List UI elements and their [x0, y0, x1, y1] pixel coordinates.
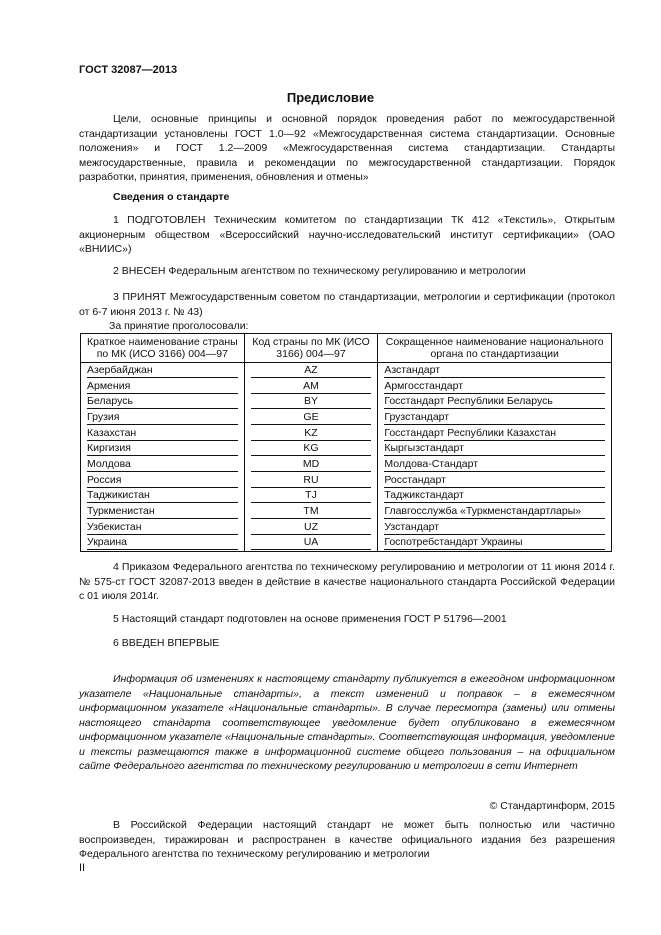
- cell-standards-body-text: Главгосслужба «Туркменстандартлары»: [384, 505, 605, 519]
- document-code: ГОСТ 32087—2013: [79, 64, 178, 76]
- cell-country-name: [81, 410, 245, 426]
- cell-country-name-text: Азербайджан: [87, 364, 238, 378]
- table-header-row: [81, 334, 612, 363]
- table-row: [81, 426, 612, 442]
- page-number: II: [79, 862, 86, 874]
- cell-country-code: [244, 441, 378, 457]
- item-1-paragraph: 1 ПОДГОТОВЛЕН Техническим комитетом по стандартизации ТК 412 «Текстиль», Открытым акционерным обществом «Всероссийский научно-исследовательский институт сертификации» (ОАО «ВНИИС»): [79, 214, 615, 255]
- cell-standards-body: [378, 426, 612, 442]
- rights-paragraph: В Российской Федерации настоящий стандарт не может быть полностью или частично воспроизведен, тиражирован и распространен в качестве официального издания без разрешения Федерального агентства по техническому регулированию и метрологии: [79, 819, 615, 860]
- cell-standards-body-text: Госстандарт Республики Беларусь: [384, 395, 605, 409]
- page-title: Предисловие: [286, 90, 375, 105]
- cell-country-name: [81, 536, 245, 552]
- intro-paragraph: Цели, основные принципы и основной порядок проведения работ по межгосударственной стандартизации установлены ГОСТ 1.0—92 «Межгосударственная система стандартизации. Основные положения» и ГОСТ 1.2—2009 «Межгосударственная система стандартизации. Стандарты межгосударственные, правила и рекомендации по межгосударственной стандартизации. Порядок разработки, принятия, применения, обновления и отмены»: [79, 113, 615, 183]
- cell-standards-body-text: Госпотребстандарт Украины: [384, 536, 605, 550]
- cell-country-code: [244, 520, 378, 536]
- cell-country-name: [81, 457, 245, 473]
- table-row: [81, 504, 612, 520]
- cell-country-code-text: TM: [251, 505, 372, 519]
- cell-country-name-text: Узбекистан: [87, 521, 238, 535]
- cell-country-code-text: MD: [251, 458, 372, 472]
- cell-country-name: [81, 489, 245, 505]
- table-row: [81, 520, 612, 536]
- table-row: [81, 410, 612, 426]
- cell-standards-body: [378, 489, 612, 505]
- cell-standards-body: [378, 379, 612, 395]
- cell-country-name: [81, 441, 245, 457]
- header-country-code: Код страны по МК (ИСО 3166) 004—97: [244, 334, 378, 363]
- table-row: [81, 441, 612, 457]
- cell-country-code-text: UZ: [251, 521, 372, 535]
- table-row: [81, 536, 612, 552]
- cell-country-name: [81, 504, 245, 520]
- cell-country-name: [81, 363, 245, 379]
- cell-country-name: [81, 520, 245, 536]
- vote-caption: За принятие проголосовали:: [109, 320, 249, 332]
- cell-country-code-text: AM: [251, 380, 372, 394]
- cell-country-code: [244, 426, 378, 442]
- cell-standards-body: [378, 536, 612, 552]
- cell-country-name-text: Таджикистан: [87, 489, 238, 503]
- table-row: [81, 473, 612, 489]
- cell-country-code-text: UA: [251, 536, 372, 550]
- cell-standards-body-text: Азстандарт: [384, 364, 605, 378]
- cell-country-code-text: GE: [251, 411, 372, 425]
- cell-country-name-text: Россия: [87, 474, 238, 488]
- cell-country-code-text: BY: [251, 395, 372, 409]
- cell-country-code-text: TJ: [251, 489, 372, 503]
- cell-standards-body: [378, 410, 612, 426]
- cell-country-code: [244, 394, 378, 410]
- cell-standards-body-text: Росстандарт: [384, 474, 605, 488]
- cell-country-code-text: AZ: [251, 364, 372, 378]
- cell-country-code: [244, 363, 378, 379]
- cell-country-name-text: Беларусь: [87, 395, 238, 409]
- cell-standards-body: [378, 473, 612, 489]
- table-row: [81, 379, 612, 395]
- table-body: [81, 363, 612, 552]
- item-3-paragraph: 3 ПРИНЯТ Межгосударственным советом по стандартизации, метрологии и сертификации (протокол от 6-7 июня 2013 г. № 43): [79, 291, 615, 318]
- cell-country-name: [81, 426, 245, 442]
- cell-standards-body-text: Узстандарт: [384, 521, 605, 535]
- cell-standards-body-text: Госстандарт Республики Казахстан: [384, 427, 605, 441]
- cell-country-name-text: Казахстан: [87, 427, 238, 441]
- cell-country-code: [244, 379, 378, 395]
- cell-country-code-text: RU: [251, 474, 372, 488]
- header-country-name: Краткое наименование страны по МК (ИСО 3166) 004—97: [81, 334, 245, 363]
- cell-standards-body: [378, 457, 612, 473]
- cell-country-code: [244, 489, 378, 505]
- cell-standards-body-text: Грузстандарт: [384, 411, 605, 425]
- cell-country-code: [244, 504, 378, 520]
- cell-country-name: [81, 394, 245, 410]
- cell-country-name-text: Грузия: [87, 411, 238, 425]
- cell-country-name-text: Туркменистан: [87, 505, 238, 519]
- cell-country-name-text: Молдова: [87, 458, 238, 472]
- copyright-line: © Стандартинформ, 2015: [489, 800, 615, 812]
- cell-country-code: [244, 473, 378, 489]
- cell-standards-body-text: Кыргызстандарт: [384, 442, 605, 456]
- cell-country-name: [81, 473, 245, 489]
- item-6-paragraph: 6 ВВЕДЕН ВПЕРВЫЕ: [113, 637, 220, 649]
- cell-standards-body: [378, 394, 612, 410]
- table-row: [81, 363, 612, 379]
- table-row: [81, 457, 612, 473]
- table-row: [81, 394, 612, 410]
- cell-standards-body: [378, 363, 612, 379]
- item-5-paragraph: 5 Настоящий стандарт подготовлен на основе применения ГОСТ Р 51796—2001: [113, 613, 507, 625]
- cell-country-name: [81, 379, 245, 395]
- table-row: [81, 489, 612, 505]
- cell-standards-body: [378, 441, 612, 457]
- cell-standards-body: [378, 504, 612, 520]
- section-heading: Сведения о стандарте: [113, 191, 230, 203]
- changes-notice: Информация об изменениях к настоящему стандарту публикуется в ежегодном информационном указателе «Национальные стандарты», а текст изменений и поправок – в ежемесячном информационном указателе «Национальные стандарты». В случае пересмотра (замены) или отмены настоящего стандарта соответствующее уведомление будет опубликовано в ежемесячном информационном указателе «Национальные стандарты». Соответствующая информация, уведомление и тексты размещаются также в информационной системе общего пользования – на официальном сайте Федерального агентства по техническому регулированию и метрологии в сети Интернет: [79, 673, 615, 772]
- item-2-paragraph: 2 ВНЕСЕН Федеральным агентством по техническому регулированию и метрологии: [113, 265, 526, 277]
- cell-country-code: [244, 410, 378, 426]
- cell-standards-body-text: Молдова-Стандарт: [384, 458, 605, 472]
- cell-standards-body-text: Армгосстандарт: [384, 380, 605, 394]
- cell-country-name-text: Армения: [87, 380, 238, 394]
- item-4-paragraph: 4 Приказом Федерального агентства по техническому регулированию и метрологии от 11 июня 2014 г. № 575-ст ГОСТ 32087-2013 введен в действие в качестве национального стандарта Российской Федерации с 01 июля 2014г.: [79, 561, 615, 602]
- cell-standards-body-text: Таджикстандарт: [384, 489, 605, 503]
- voting-table: [80, 333, 612, 552]
- cell-country-code: [244, 536, 378, 552]
- header-standards-body: Сокращенное наименование национального органа по стандартизации: [378, 334, 612, 363]
- cell-country-code-text: KG: [251, 442, 372, 456]
- cell-country-name-text: Киргизия: [87, 442, 238, 456]
- cell-country-code-text: KZ: [251, 427, 372, 441]
- cell-country-code: [244, 457, 378, 473]
- cell-country-name-text: Украина: [87, 536, 238, 550]
- cell-standards-body: [378, 520, 612, 536]
